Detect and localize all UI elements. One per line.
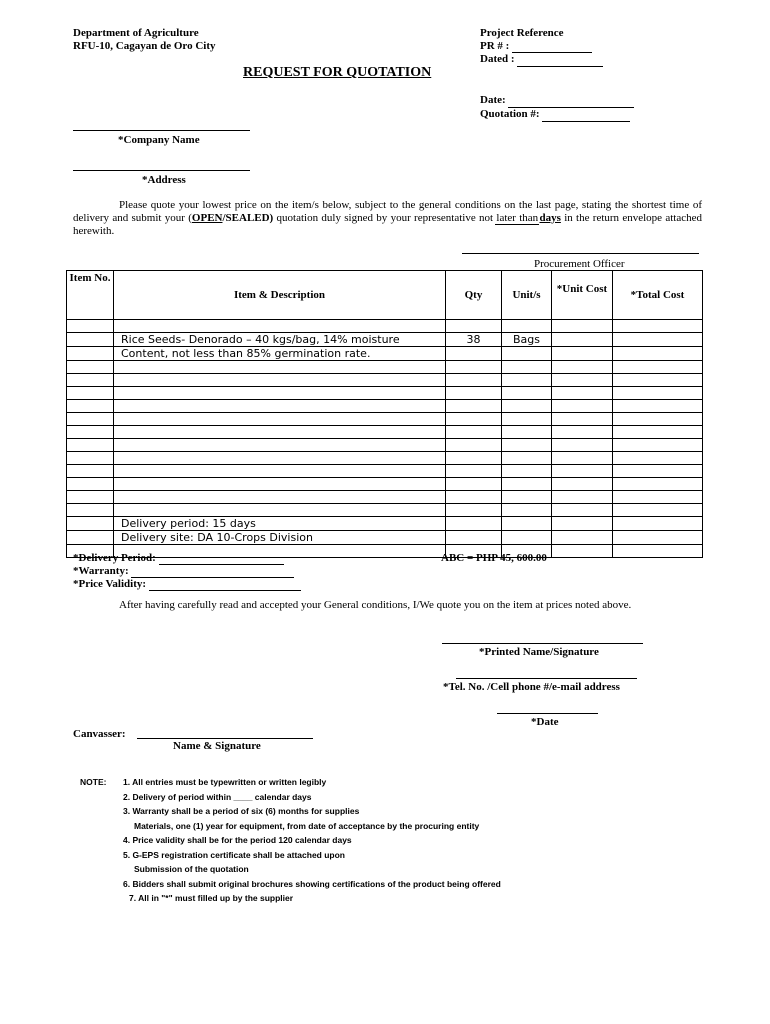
unit-cell bbox=[502, 320, 552, 333]
note-item: 2. Delivery of period within ____ calendar days bbox=[123, 791, 312, 802]
table-row bbox=[67, 439, 703, 452]
qty-cell bbox=[446, 478, 502, 491]
terms-block bbox=[73, 552, 301, 591]
open-option: OPEN bbox=[191, 211, 223, 224]
pr-number-field[interactable] bbox=[512, 40, 592, 54]
table-row bbox=[67, 517, 703, 531]
contact-field[interactable] bbox=[456, 678, 637, 679]
items-table bbox=[66, 270, 703, 558]
total-cost-cell[interactable] bbox=[613, 426, 703, 439]
description-cell bbox=[114, 387, 446, 400]
date-label: Date: bbox=[480, 94, 506, 106]
total-cost-cell[interactable] bbox=[613, 465, 703, 478]
notes-list bbox=[123, 775, 643, 906]
unit-cost-cell[interactable] bbox=[552, 491, 613, 504]
total-cost-cell[interactable] bbox=[613, 504, 703, 517]
qty-cell bbox=[446, 347, 502, 361]
qty-header: Qty bbox=[446, 271, 502, 320]
price-validity-label: *Price Validity: bbox=[73, 578, 147, 590]
qty-cell: 38 bbox=[446, 333, 502, 347]
unit-cell: Bags bbox=[502, 333, 552, 347]
qty-cell bbox=[446, 374, 502, 387]
address-field[interactable] bbox=[73, 170, 250, 171]
qty-cell bbox=[446, 400, 502, 413]
unit-cell bbox=[502, 531, 552, 545]
total-cost-cell[interactable] bbox=[613, 361, 703, 374]
item-no-cell bbox=[67, 400, 114, 413]
unit-cost-cell[interactable] bbox=[552, 504, 613, 517]
date-signature-field[interactable] bbox=[497, 713, 598, 714]
table-row bbox=[67, 400, 703, 413]
unit-cell bbox=[502, 413, 552, 426]
total-cost-cell[interactable] bbox=[613, 347, 703, 361]
table-row bbox=[67, 387, 703, 400]
company-name-field[interactable] bbox=[73, 130, 250, 131]
item-no-cell bbox=[67, 531, 114, 545]
qty-cell bbox=[446, 426, 502, 439]
total-cost-cell[interactable] bbox=[613, 531, 703, 545]
item-no-cell bbox=[67, 439, 114, 452]
qty-cell bbox=[446, 439, 502, 452]
qty-cell bbox=[446, 413, 502, 426]
item-no-header: Item No. bbox=[67, 271, 114, 320]
item-no-cell bbox=[67, 426, 114, 439]
item-no-cell bbox=[67, 347, 114, 361]
note-item: 3. Warranty shall be a period of six (6) months for supplies bbox=[123, 806, 360, 816]
item-no-cell bbox=[67, 465, 114, 478]
unit-header: Unit/s bbox=[502, 271, 552, 320]
unit-cell bbox=[502, 504, 552, 517]
pr-number-label: PR # : bbox=[480, 39, 510, 52]
unit-cost-cell[interactable] bbox=[552, 439, 613, 452]
unit-cost-header: *Unit Cost bbox=[552, 271, 613, 320]
office-address: RFU-10, Cagayan de Oro City bbox=[73, 39, 216, 52]
table-row bbox=[67, 413, 703, 426]
dated-label: Dated : bbox=[480, 53, 515, 65]
qty-cell bbox=[446, 491, 502, 504]
description-cell bbox=[114, 400, 446, 413]
unit-cost-cell[interactable] bbox=[552, 517, 613, 531]
unit-cost-cell[interactable] bbox=[552, 387, 613, 400]
table-row bbox=[67, 452, 703, 465]
dated-field[interactable] bbox=[517, 53, 603, 67]
department-name: Department of Agriculture bbox=[73, 27, 199, 39]
total-cost-cell[interactable] bbox=[613, 333, 703, 347]
item-no-cell bbox=[67, 452, 114, 465]
contact-label: *Tel. No. /Cell phone #/e-mail address bbox=[443, 681, 620, 693]
description-cell bbox=[114, 413, 446, 426]
table-row bbox=[67, 531, 703, 545]
item-no-cell bbox=[67, 413, 114, 426]
procurement-officer-signature-line bbox=[462, 253, 699, 254]
unit-cell bbox=[502, 400, 552, 413]
quotation-number-field[interactable] bbox=[542, 108, 630, 122]
document-title: REQUEST FOR QUOTATION bbox=[243, 65, 432, 80]
address-label: *Address bbox=[142, 174, 186, 186]
qty-cell bbox=[446, 361, 502, 374]
table-row bbox=[67, 333, 703, 347]
printed-name-label: *Printed Name/Signature bbox=[479, 646, 599, 658]
printed-name-field[interactable] bbox=[442, 643, 643, 644]
quotation-number-label: Quotation #: bbox=[480, 108, 540, 120]
unit-cost-cell[interactable] bbox=[552, 374, 613, 387]
unit-cell bbox=[502, 491, 552, 504]
unit-cost-cell[interactable] bbox=[552, 347, 613, 361]
table-row bbox=[67, 465, 703, 478]
description-header: Item & Description bbox=[114, 271, 446, 320]
unit-cost-cell[interactable] bbox=[552, 333, 613, 347]
unit-cell bbox=[502, 478, 552, 491]
unit-cost-cell[interactable] bbox=[552, 413, 613, 426]
sealed-option: /SEALED) bbox=[222, 211, 274, 224]
total-cost-cell[interactable] bbox=[613, 452, 703, 465]
project-reference-block bbox=[480, 27, 603, 67]
total-cost-cell[interactable] bbox=[613, 374, 703, 387]
company-name-label: *Company Name bbox=[118, 134, 200, 146]
unit-cost-cell[interactable] bbox=[552, 452, 613, 465]
unit-cost-cell[interactable] bbox=[552, 426, 613, 439]
total-cost-cell[interactable] bbox=[613, 320, 703, 333]
warranty-label: *Warranty: bbox=[73, 565, 129, 577]
note-item: 7. All in "*" must filled up by the supplier bbox=[129, 893, 294, 903]
table-row bbox=[67, 491, 703, 504]
note-item: Materials, one (1) year for equipment, from date of acceptance by the procuring entity bbox=[134, 820, 480, 831]
item-no-cell bbox=[67, 517, 114, 531]
description-cell bbox=[114, 465, 446, 478]
description-cell bbox=[114, 452, 446, 465]
abc-amount: ABC = PHP 45, 600.00 bbox=[441, 552, 547, 564]
unit-cost-cell[interactable] bbox=[552, 400, 613, 413]
canvasser-label: Canvasser: bbox=[73, 728, 126, 740]
notes-label: NOTE: bbox=[80, 777, 107, 787]
qty-cell bbox=[446, 387, 502, 400]
description-cell bbox=[114, 491, 446, 504]
days-blank[interactable] bbox=[495, 212, 539, 226]
description-cell bbox=[114, 426, 446, 439]
description-cell: Rice Seeds- Denorado – 40 kgs/bag, 14% moisture bbox=[114, 333, 446, 347]
description-cell bbox=[114, 361, 446, 374]
unit-cell bbox=[502, 465, 552, 478]
description-cell: Delivery period: 15 days bbox=[114, 517, 446, 531]
total-cost-cell[interactable] bbox=[613, 413, 703, 426]
item-no-cell bbox=[67, 361, 114, 374]
qty-cell bbox=[446, 504, 502, 517]
total-cost-cell[interactable] bbox=[613, 387, 703, 400]
table-row bbox=[67, 361, 703, 374]
date-quotation-block bbox=[480, 94, 634, 122]
table-row bbox=[67, 426, 703, 439]
qty-cell bbox=[446, 531, 502, 545]
description-cell bbox=[114, 478, 446, 491]
note-item: 6. Bidders shall submit original brochures showing certifications of the product being offered bbox=[123, 878, 501, 889]
days-label: days bbox=[539, 211, 561, 224]
total-cost-header: *Total Cost bbox=[613, 271, 703, 320]
note-item: 5. G-EPS registration certificate shall be attached upon bbox=[123, 849, 346, 860]
total-cost-cell[interactable] bbox=[613, 400, 703, 413]
qty-cell bbox=[446, 452, 502, 465]
unit-cell bbox=[502, 347, 552, 361]
item-no-cell bbox=[67, 320, 114, 333]
name-signature-label: Name & Signature bbox=[173, 740, 261, 752]
unit-cell bbox=[502, 361, 552, 374]
total-cost-cell[interactable] bbox=[613, 439, 703, 452]
table-row bbox=[67, 320, 703, 333]
item-no-cell bbox=[67, 491, 114, 504]
unit-cost-cell[interactable] bbox=[552, 531, 613, 545]
item-no-cell bbox=[67, 478, 114, 491]
unit-cost-cell[interactable] bbox=[552, 545, 613, 558]
procurement-officer-label: Procurement Officer bbox=[534, 258, 625, 270]
item-no-cell bbox=[67, 374, 114, 387]
total-cost-cell[interactable] bbox=[613, 491, 703, 504]
instructions-paragraph: Please quote your lowest price on the item/s below, subject to the general conditions on the last page, stating the shortest time of delivery and submit your (OPEN/SEALED) quotation duly signed by your representative not later than days in the return envelope attached herewith. bbox=[73, 199, 703, 237]
description-cell: Delivery site: DA 10-Crops Division bbox=[114, 531, 446, 545]
note-item: 1. All entries must be typewritten or written legibly bbox=[123, 777, 327, 787]
unit-cost-cell[interactable] bbox=[552, 320, 613, 333]
qty-cell bbox=[446, 465, 502, 478]
price-validity-field[interactable] bbox=[149, 578, 301, 591]
unit-cell bbox=[502, 439, 552, 452]
unit-cost-cell[interactable] bbox=[552, 478, 613, 491]
unit-cell bbox=[502, 426, 552, 439]
delivery-period-field[interactable] bbox=[159, 552, 284, 565]
total-cost-cell[interactable] bbox=[613, 545, 703, 558]
table-row bbox=[67, 478, 703, 491]
unit-cost-cell[interactable] bbox=[552, 465, 613, 478]
description-cell: Content, not less than 85% germination rate. bbox=[114, 347, 446, 361]
description-cell bbox=[114, 439, 446, 452]
description-cell bbox=[114, 320, 446, 333]
table-row bbox=[67, 504, 703, 517]
qty-cell bbox=[446, 320, 502, 333]
project-reference-label: Project Reference bbox=[480, 27, 564, 39]
description-cell bbox=[114, 374, 446, 387]
total-cost-cell[interactable] bbox=[613, 478, 703, 491]
note-item: Submission of the quotation bbox=[134, 864, 249, 874]
date-signature-label: *Date bbox=[531, 716, 559, 728]
table-header-row bbox=[67, 271, 703, 320]
unit-cost-cell[interactable] bbox=[552, 361, 613, 374]
unit-cell bbox=[502, 374, 552, 387]
table-row bbox=[67, 374, 703, 387]
agency-header bbox=[73, 27, 215, 52]
acceptance-paragraph: After having carefully read and accepted your General conditions, I/We quote you on the item at prices noted above. bbox=[119, 599, 632, 611]
warranty-field[interactable] bbox=[131, 565, 294, 578]
delivery-period-label: *Delivery Period: bbox=[73, 552, 156, 564]
qty-cell bbox=[446, 517, 502, 531]
description-cell bbox=[114, 504, 446, 517]
unit-cell bbox=[502, 517, 552, 531]
item-no-cell bbox=[67, 387, 114, 400]
unit-cell bbox=[502, 387, 552, 400]
total-cost-cell[interactable] bbox=[613, 517, 703, 531]
unit-cell bbox=[502, 452, 552, 465]
date-field[interactable] bbox=[508, 94, 634, 108]
item-no-cell bbox=[67, 333, 114, 347]
note-item: 4. Price validity shall be for the period 120 calendar days bbox=[123, 835, 352, 845]
item-no-cell bbox=[67, 504, 114, 517]
table-row bbox=[67, 347, 703, 361]
canvasser-field[interactable] bbox=[137, 738, 313, 739]
